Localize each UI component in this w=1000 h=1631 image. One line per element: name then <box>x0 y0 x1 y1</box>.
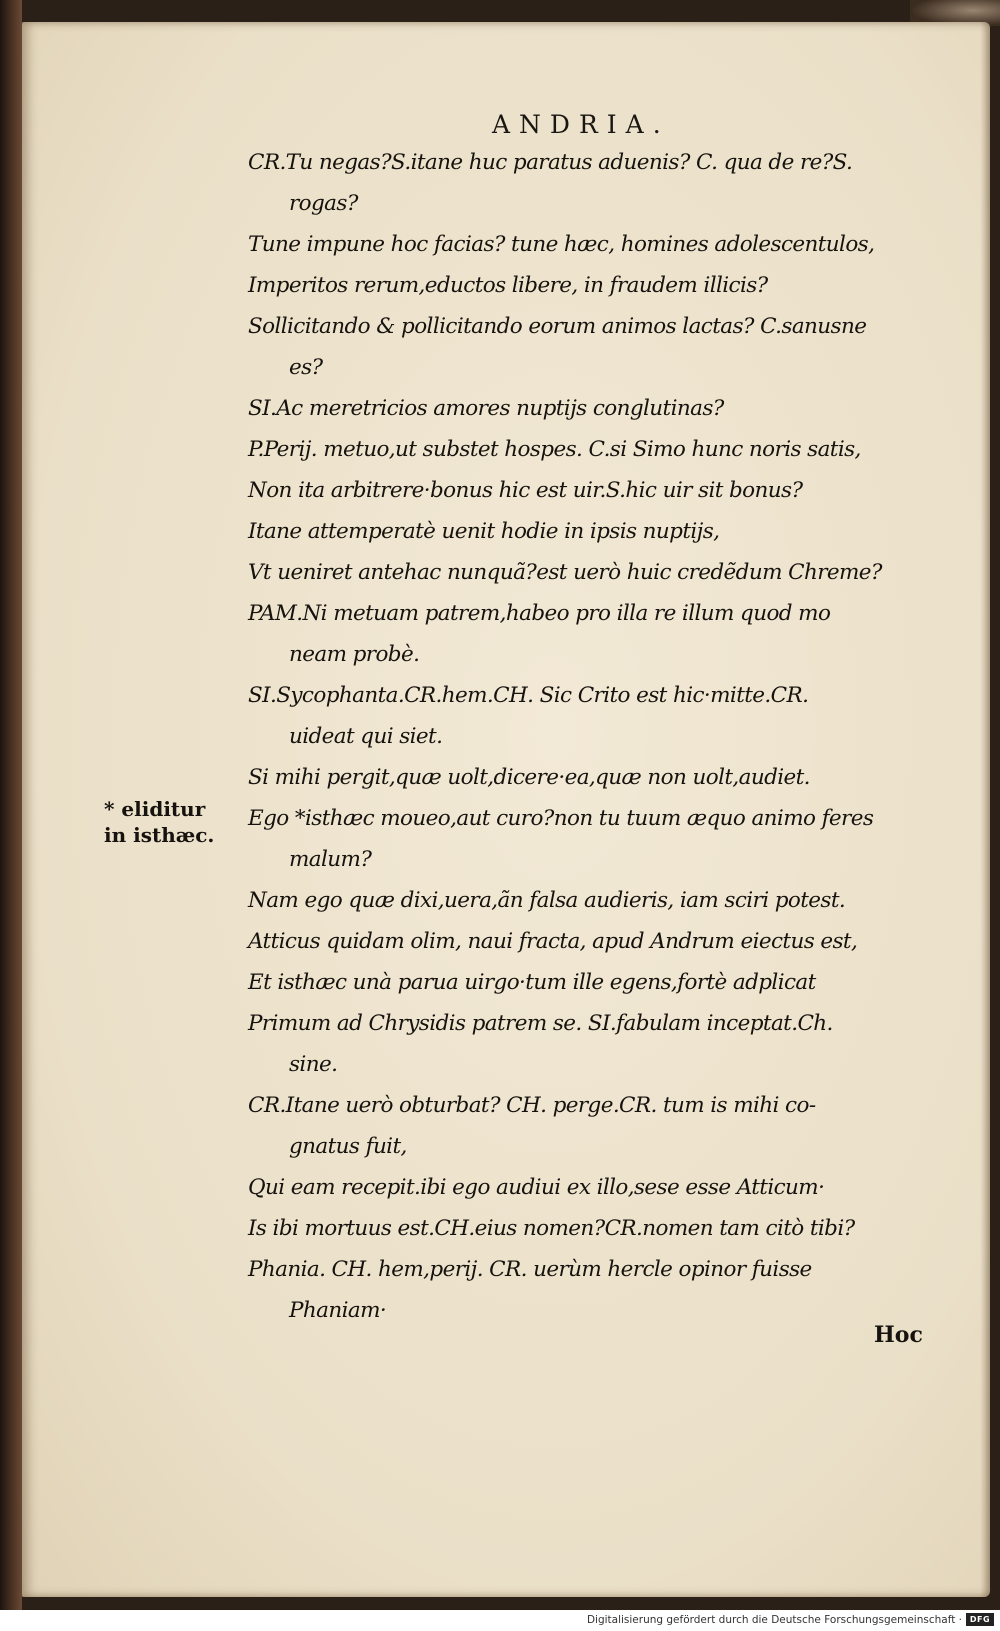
verse-line: Itane attemperatè uenit hodie in ipsis nuptijs, <box>248 519 720 544</box>
margin-note-line: * eliditur <box>104 797 206 821</box>
verse-line: Atticus quidam olim, naui fracta, apud Andrum eiectus est, <box>248 929 858 954</box>
verse-line: uideat qui siet. <box>289 724 443 749</box>
margin-note-line: in isthæc. <box>104 823 215 847</box>
verse-line: Sollicitando & pollicitando eorum animos lactas? C.sanusne <box>248 314 867 339</box>
verse-line: CR.Tu negas?S.itane huc paratus aduenis? C. qua de re?S. <box>248 150 853 175</box>
verse-line: PAM.Ni metuam patrem,habeo pro illa re illum quod mo <box>248 601 831 626</box>
verse-line: Non ita arbitrere·bonus hic est uir.S.hic uir sit bonus? <box>248 478 803 503</box>
margin-note <box>104 796 214 848</box>
verse-line: SI.Ac meretricios amores nuptijs conglutinas? <box>248 396 724 421</box>
verse-line: Ego *isthæc moueo,aut curo?non tu tuum æquo animo feres <box>248 806 874 831</box>
verse-line: gnatus fuit, <box>289 1134 407 1159</box>
book-binding-edge <box>0 0 22 1610</box>
dfg-logo: DFG <box>966 1613 994 1626</box>
verse-line: Primum ad Chrysidis patrem se. SI.fabulam inceptat.Ch. <box>248 1011 833 1036</box>
verse-line: Phaniam· <box>289 1298 387 1323</box>
book-page <box>22 22 990 1597</box>
verse-line: Et isthæc unà parua uirgo·tum ille egens,fortè adplicat <box>248 970 816 995</box>
verse-line: Is ibi mortuus est.CH.eius nomen?CR.nomen tam citò tibi? <box>248 1216 855 1241</box>
verse-line: Qui eam recepit.ibi ego audiui ex illo,sese esse Atticum· <box>248 1175 825 1200</box>
verse-line: neam probè. <box>289 642 420 667</box>
verse-line: Phania. CH. hem,perij. CR. uerùm hercle opinor fuisse <box>248 1257 812 1282</box>
verse-line: sine. <box>289 1052 338 1077</box>
footer-credit: Digitalisierung gefördert durch die Deutsche Forschungsgemeinschaft · <box>586 1614 962 1626</box>
running-title: ANDRIA. <box>492 110 670 139</box>
verse-line: SI.Sycophanta.CR.hem.CH. Sic Crito est hic·mitte.CR. <box>248 683 809 708</box>
verse-line: CR.Itane uerò obturbat? CH. perge.CR. tum is mihi co- <box>248 1093 816 1118</box>
verse-line: es? <box>289 355 323 380</box>
catchword: Hoc <box>874 1322 923 1348</box>
verse-line: P.Perij. metuo,ut substet hospes. C.si Simo hunc noris satis, <box>248 437 861 462</box>
verse-line: rogas? <box>289 191 358 216</box>
verse-line: Vt ueniret antehac nunquã?est uerò huic credẽdum Chreme? <box>248 560 882 585</box>
verse-line: malum? <box>289 847 372 872</box>
verse-line: Si mihi pergit,quæ uolt,dicere·ea,quæ non uolt,audiet. <box>248 765 810 790</box>
page-edge-shadow <box>980 22 990 1597</box>
verse-line: Imperitos rerum,eductos libere, in fraudem illicis? <box>248 273 768 298</box>
verse-line: Tune impune hoc facias? tune hæc, homines adolescentulos, <box>248 232 875 257</box>
verse-line: Nam ego quæ dixi,uera,ãn falsa audieris, iam sciri potest. <box>248 888 846 913</box>
verse-text-block <box>248 142 968 1331</box>
